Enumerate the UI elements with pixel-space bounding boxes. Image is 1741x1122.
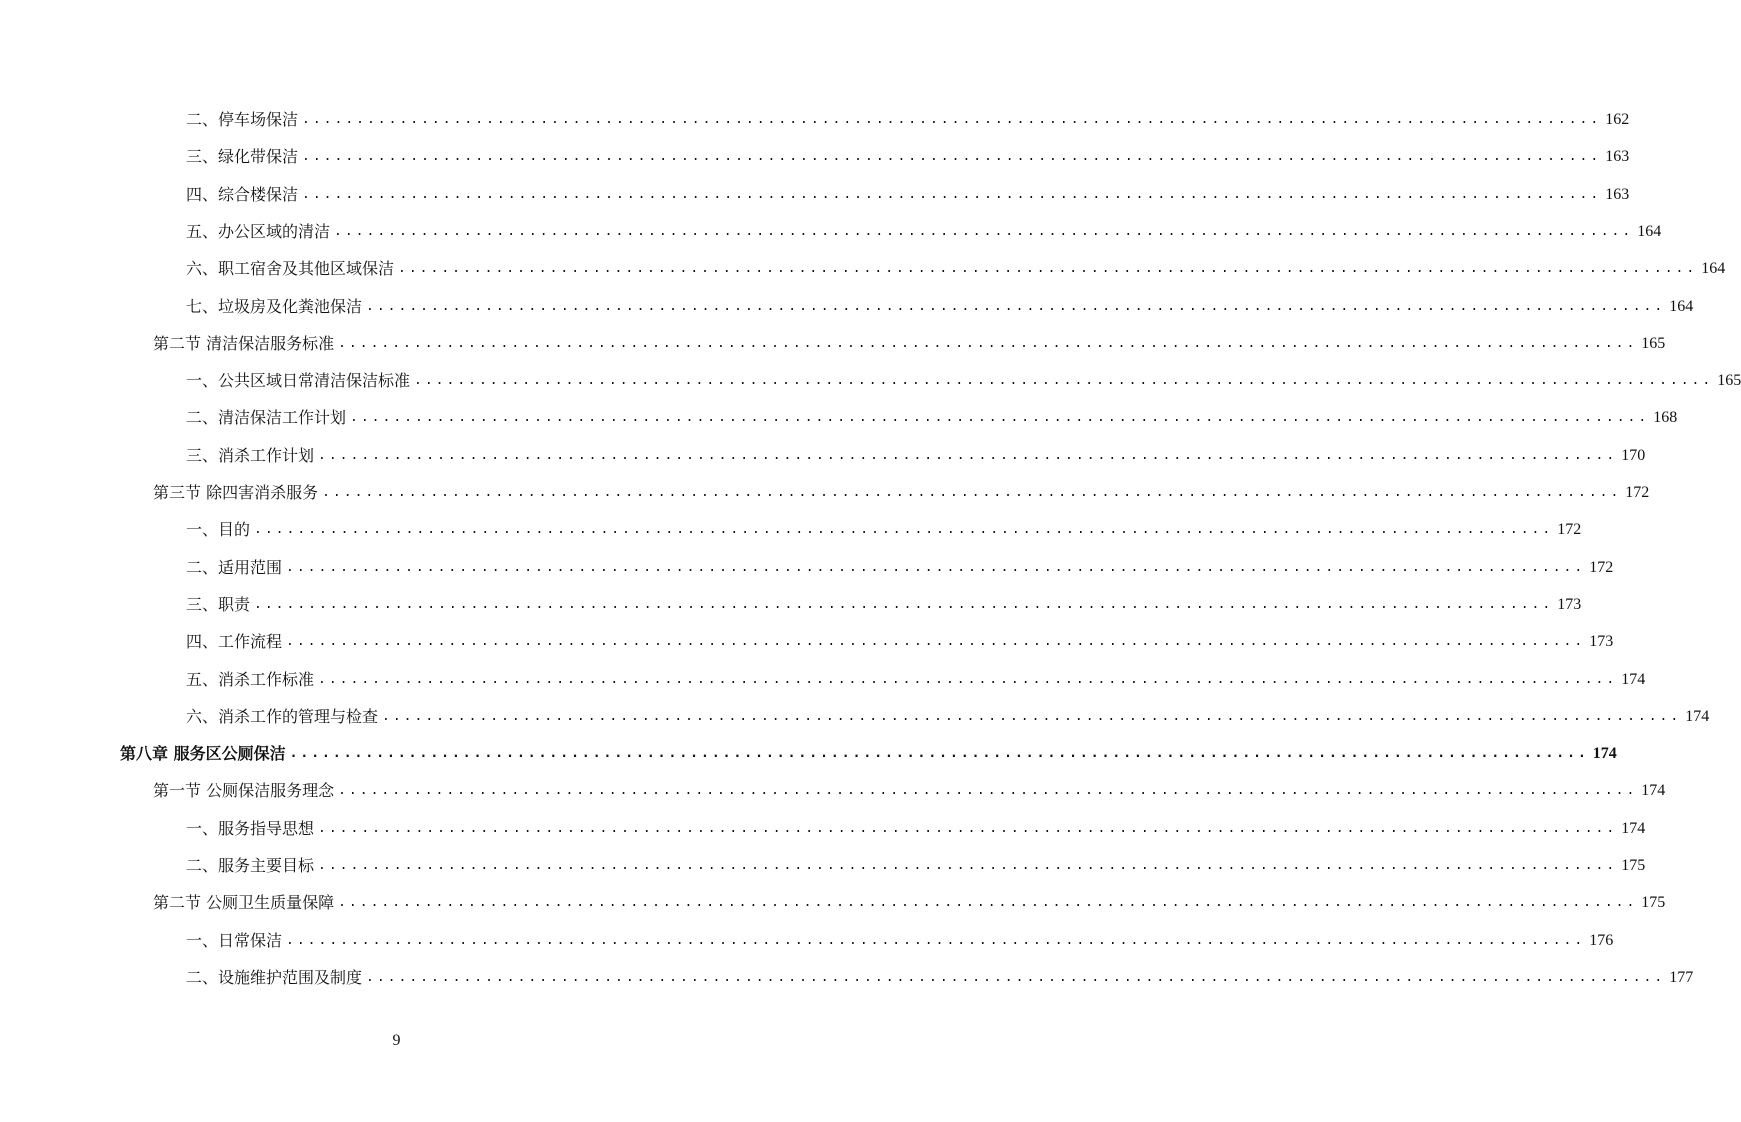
- toc-entry-page: 163: [1605, 185, 1630, 203]
- toc-entry-title: 第一节 公厕保洁服务理念: [153, 781, 335, 801]
- toc-entry[interactable]: [186, 959, 1694, 996]
- toc-entry-title: 第三节 除四害消杀服务: [153, 483, 319, 502]
- toc-entry-page: 172: [1589, 558, 1614, 576]
- toc-entry-page: 177: [1669, 968, 1694, 986]
- dot-leader: ........................................................................................................................: [334, 223, 1634, 239]
- toc-entry-page: 173: [1589, 633, 1614, 651]
- dot-leader: ........................................................................................................................: [318, 671, 1618, 687]
- toc-entry[interactable]: [186, 138, 1630, 175]
- toc-entry-title: 三、职责: [186, 594, 251, 614]
- toc-entry-title: 二、停车场保洁: [186, 110, 299, 129]
- toc-entry-title: 三、绿化带保洁: [186, 147, 299, 167]
- dot-leader: ........................................................................................................................: [318, 447, 1618, 463]
- toc-entry-title: 六、消杀工作的管理与检查: [186, 706, 379, 726]
- dot-leader: ........................................................................................................................: [302, 112, 1602, 127]
- dot-leader: ........................................................................................................................: [254, 596, 1554, 612]
- toc-entry-page: 175: [1641, 894, 1666, 912]
- dot-leader: ........................................................................................................................: [398, 261, 1698, 277]
- toc-entry-page: 174: [1621, 819, 1646, 837]
- toc-entry-title: 一、服务指导思想: [186, 818, 315, 838]
- dot-leader: ........................................................................................................................: [318, 820, 1618, 836]
- toc-entry[interactable]: [186, 511, 1582, 548]
- toc-entry-page: 165: [1717, 372, 1741, 390]
- dot-leader: ........................................................................................................................: [286, 932, 1586, 948]
- page-number: 9: [392, 1032, 401, 1049]
- toc-entry-page: 176: [1589, 931, 1614, 949]
- dot-leader: ........................................................................................................................: [286, 634, 1586, 650]
- toc-entry-page: 165: [1641, 334, 1666, 352]
- toc-entry-page: 175: [1621, 857, 1646, 874]
- dot-leader: ........................................................................................................................: [366, 969, 1666, 985]
- toc-entry[interactable]: [186, 847, 1646, 884]
- toc-entry[interactable]: [153, 325, 1666, 362]
- toc-entry[interactable]: [186, 661, 1646, 698]
- toc-entry-page: 164: [1637, 222, 1662, 240]
- dot-leader: ........................................................................................................................: [289, 746, 1589, 762]
- toc-entry-page: 164: [1701, 260, 1726, 278]
- toc-entry-title: 三、消杀工作计划: [186, 445, 315, 465]
- toc-entry[interactable]: [186, 922, 1614, 959]
- dot-leader: ........................................................................................................................: [318, 858, 1618, 873]
- dot-leader: ........................................................................................................................: [366, 298, 1666, 314]
- toc-entry[interactable]: [186, 288, 1694, 325]
- toc-entry[interactable]: [186, 213, 1662, 250]
- toc-entry-title: 二、服务主要目标: [186, 856, 315, 875]
- dot-leader: ........................................................................................................................: [338, 335, 1638, 351]
- toc-entry-page: 168: [1653, 409, 1678, 427]
- toc-entry[interactable]: [186, 810, 1646, 847]
- dot-leader: ........................................................................................................................: [322, 485, 1622, 500]
- toc-entry[interactable]: [120, 735, 1617, 772]
- toc-entry-title: 一、日常保洁: [186, 930, 283, 950]
- toc-entry-title: 第二节 公厕卫生质量保障: [153, 893, 335, 913]
- toc-entry-title: 四、工作流程: [186, 632, 283, 652]
- toc-entry-page: 163: [1605, 148, 1630, 166]
- toc-entry-page: 174: [1621, 670, 1646, 688]
- toc-entry-title: 七、垃圾房及化粪池保洁: [186, 296, 363, 316]
- dot-leader: ........................................................................................................................: [338, 783, 1638, 799]
- toc-entry-title: 五、办公区域的清洁: [186, 221, 331, 241]
- toc-entry[interactable]: [186, 176, 1630, 213]
- toc-entry-page: 172: [1557, 521, 1582, 539]
- toc-entry-title: 四、综合楼保洁: [186, 184, 299, 204]
- toc-entry-page: 164: [1669, 297, 1694, 315]
- toc-entry-title: 五、消杀工作标准: [186, 669, 315, 689]
- toc-entry[interactable]: [186, 549, 1614, 586]
- toc-entry-page: 172: [1625, 484, 1650, 501]
- toc-entry-title: 二、适用范围: [186, 557, 283, 577]
- dot-leader: ........................................................................................................................: [338, 895, 1638, 911]
- toc-entry-title: 一、公共区域日常清洁保洁标准: [186, 371, 411, 391]
- toc-entry[interactable]: [153, 884, 1666, 921]
- toc-entry[interactable]: [153, 474, 1650, 511]
- toc-entry-page: 174: [1592, 745, 1617, 763]
- toc-entry-title: 二、设施维护范围及制度: [186, 967, 363, 987]
- dot-leader: ........................................................................................................................: [350, 410, 1650, 426]
- toc-entry[interactable]: [186, 623, 1614, 660]
- toc-entry[interactable]: [186, 362, 1741, 399]
- dot-leader: ........................................................................................................................: [302, 149, 1602, 165]
- toc-entry-title: 一、目的: [186, 520, 251, 540]
- toc-entry[interactable]: [186, 399, 1678, 436]
- dot-leader: ........................................................................................................................: [414, 373, 1714, 389]
- toc-entry[interactable]: [186, 586, 1582, 623]
- toc-entry-page: 162: [1605, 111, 1630, 128]
- dot-leader: ........................................................................................................................: [382, 708, 1682, 724]
- toc-entry-title: 第二节 清洁保洁服务标准: [153, 333, 335, 353]
- toc-entry-page: 174: [1685, 707, 1710, 725]
- dot-leader: ........................................................................................................................: [286, 559, 1586, 575]
- toc-entry-page: 173: [1557, 595, 1582, 613]
- toc-entry[interactable]: [186, 698, 1710, 735]
- toc-entry[interactable]: [153, 772, 1666, 809]
- toc-entry[interactable]: [186, 437, 1646, 474]
- toc-entry-title: 二、清洁保洁工作计划: [186, 408, 347, 428]
- toc-entry-title: 第八章 服务区公厕保洁: [120, 744, 286, 764]
- dot-leader: ........................................................................................................................: [254, 522, 1554, 538]
- toc-entry[interactable]: [186, 250, 1726, 287]
- dot-leader: ........................................................................................................................: [302, 186, 1602, 202]
- toc-entry-page: 170: [1621, 446, 1646, 464]
- toc-entry-title: 六、职工宿舍及其他区域保洁: [186, 259, 395, 279]
- toc-entry-page: 174: [1641, 782, 1666, 800]
- toc-entry[interactable]: [186, 101, 1630, 138]
